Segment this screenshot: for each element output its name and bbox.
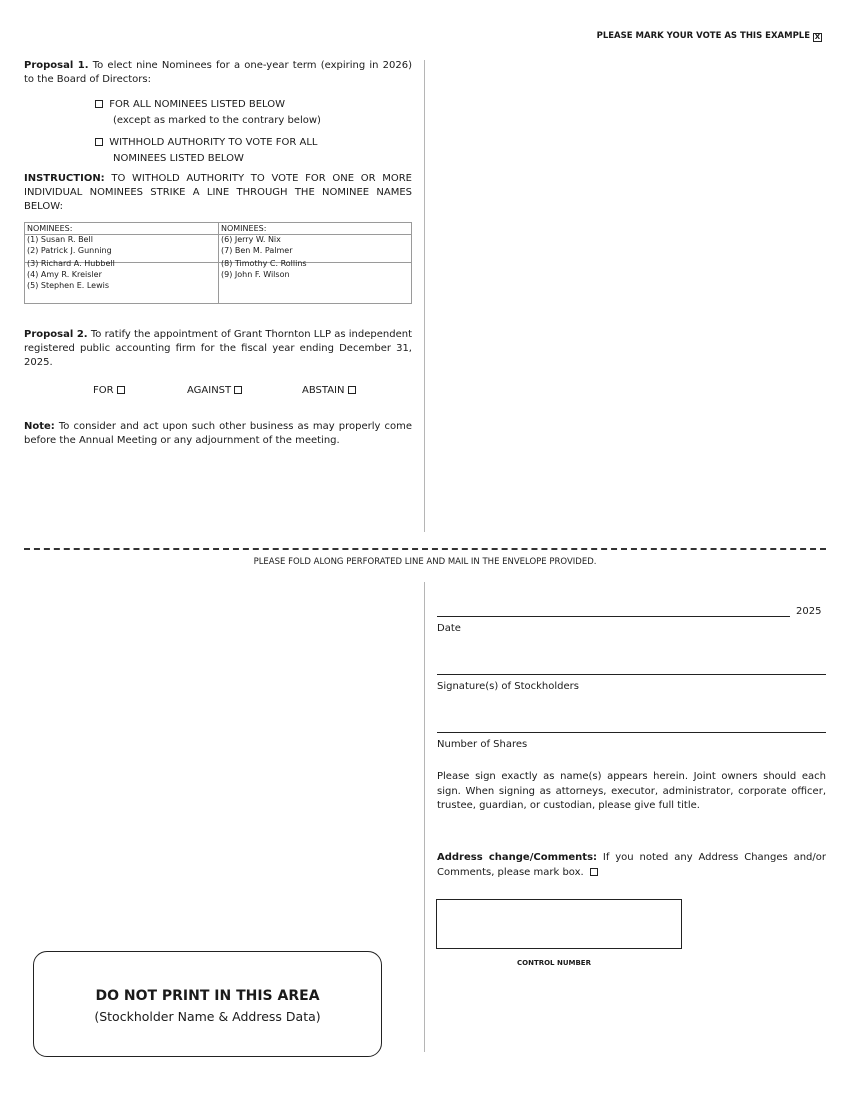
proposal-2-for-option[interactable]: FOR xyxy=(93,385,125,396)
shares-line[interactable] xyxy=(437,732,826,733)
date-line[interactable] xyxy=(437,616,790,617)
address-change-text: Address change/Comments: If you noted any Address Changes and/or Comments, please mark box. xyxy=(437,852,826,878)
nominee-3: (3) Richard A. Hubbell xyxy=(27,259,115,268)
nominees-header-right: NOMINEES: xyxy=(221,224,267,233)
instruction-text: INSTRUCTION: TO WITHOLD AUTHORITY TO VOTE FOR ONE OR MORE INDIVIDUAL NOMINEES STRIKE A LINE THROUGH THE NOMINEE NAMES BELOW: xyxy=(24,173,412,212)
shares-label: Number of Shares xyxy=(437,739,528,750)
nominees-column-left xyxy=(27,223,115,291)
nominee-8: (8) Timothy C. Rollins xyxy=(221,259,307,268)
proposal-2-abstain-checkbox[interactable] xyxy=(348,386,356,394)
bottom-column-divider xyxy=(424,582,425,1052)
option-withhold-all[interactable]: WITHHOLD AUTHORITY TO VOTE FOR ALL xyxy=(95,135,317,150)
signature-line[interactable] xyxy=(437,674,826,675)
address-change-checkbox[interactable] xyxy=(590,868,598,876)
do-not-print-area xyxy=(33,951,382,1057)
do-not-print-title: DO NOT PRINT IN THIS AREA xyxy=(95,988,320,1004)
nominees-column-right xyxy=(221,223,307,280)
nominee-7: (7) Ben M. Palmer xyxy=(221,246,293,255)
proposal-2-against-option[interactable]: AGAINST xyxy=(187,385,242,396)
nominee-6: (6) Jerry W. Nix xyxy=(221,235,281,244)
control-number-box xyxy=(436,899,682,949)
perforated-line xyxy=(24,548,826,550)
option-for-all-nominees[interactable]: FOR ALL NOMINEES LISTED BELOW xyxy=(95,97,285,112)
proposal-2-text: Proposal 2. To ratify the appointment of Grant Thornton LLP as independent registered public accounting firm for the fiscal year ending December 31, 2025. xyxy=(24,329,412,368)
for-all-checkbox[interactable] xyxy=(95,100,103,108)
nominees-table xyxy=(24,222,412,304)
proposal-2-for-checkbox[interactable] xyxy=(117,386,125,394)
signature-label: Signature(s) of Stockholders xyxy=(437,681,579,692)
mark-example-heading: PLEASE MARK YOUR VOTE AS THIS EXAMPLE X xyxy=(596,31,821,41)
proposal-1-text: Proposal 1. To elect nine Nominees for a one-year term (expiring in 2026) to the Board of Directors: xyxy=(24,60,413,85)
nominees-column-divider xyxy=(218,223,219,303)
nominee-1: (1) Susan R. Bell xyxy=(27,235,93,244)
for-all-note: (except as marked to the contrary below) xyxy=(113,115,321,126)
do-not-print-subtitle: (Stockholder Name & Address Data) xyxy=(94,1009,321,1024)
proposal-2-against-checkbox[interactable] xyxy=(234,386,242,394)
date-year: 2025 xyxy=(796,606,822,617)
top-column-divider xyxy=(424,60,425,532)
nominee-2: (2) Patrick J. Gunning xyxy=(27,246,112,255)
example-mark-box: X xyxy=(814,33,821,41)
note-text: Note: To consider and act upon such other business as may properly come before the Annual Meeting or any adjournment of the meeting. xyxy=(24,421,412,446)
withhold-all-checkbox[interactable] xyxy=(95,138,103,146)
withhold-all-line2: NOMINEES LISTED BELOW xyxy=(113,153,244,164)
nominees-header-left: NOMINEES: xyxy=(27,224,73,233)
signing-instructions: Please sign exactly as name(s) appears herein. Joint owners should each sign. When signing as attorneys, executor, administrator, corporate officer, trustee, guardian, or custodian, please give full title. xyxy=(437,771,826,811)
nominee-5: (5) Stephen E. Lewis xyxy=(27,281,110,290)
proposal-2-abstain-option[interactable]: ABSTAIN xyxy=(302,385,356,396)
date-label: Date xyxy=(437,623,461,634)
nominee-9: (9) John F. Wilson xyxy=(221,270,290,279)
nominee-4: (4) Amy R. Kreisler xyxy=(27,270,102,279)
control-number-label: CONTROL NUMBER xyxy=(517,959,591,967)
fold-instruction: PLEASE FOLD ALONG PERFORATED LINE AND MAIL IN THE ENVELOPE PROVIDED. xyxy=(253,557,597,567)
